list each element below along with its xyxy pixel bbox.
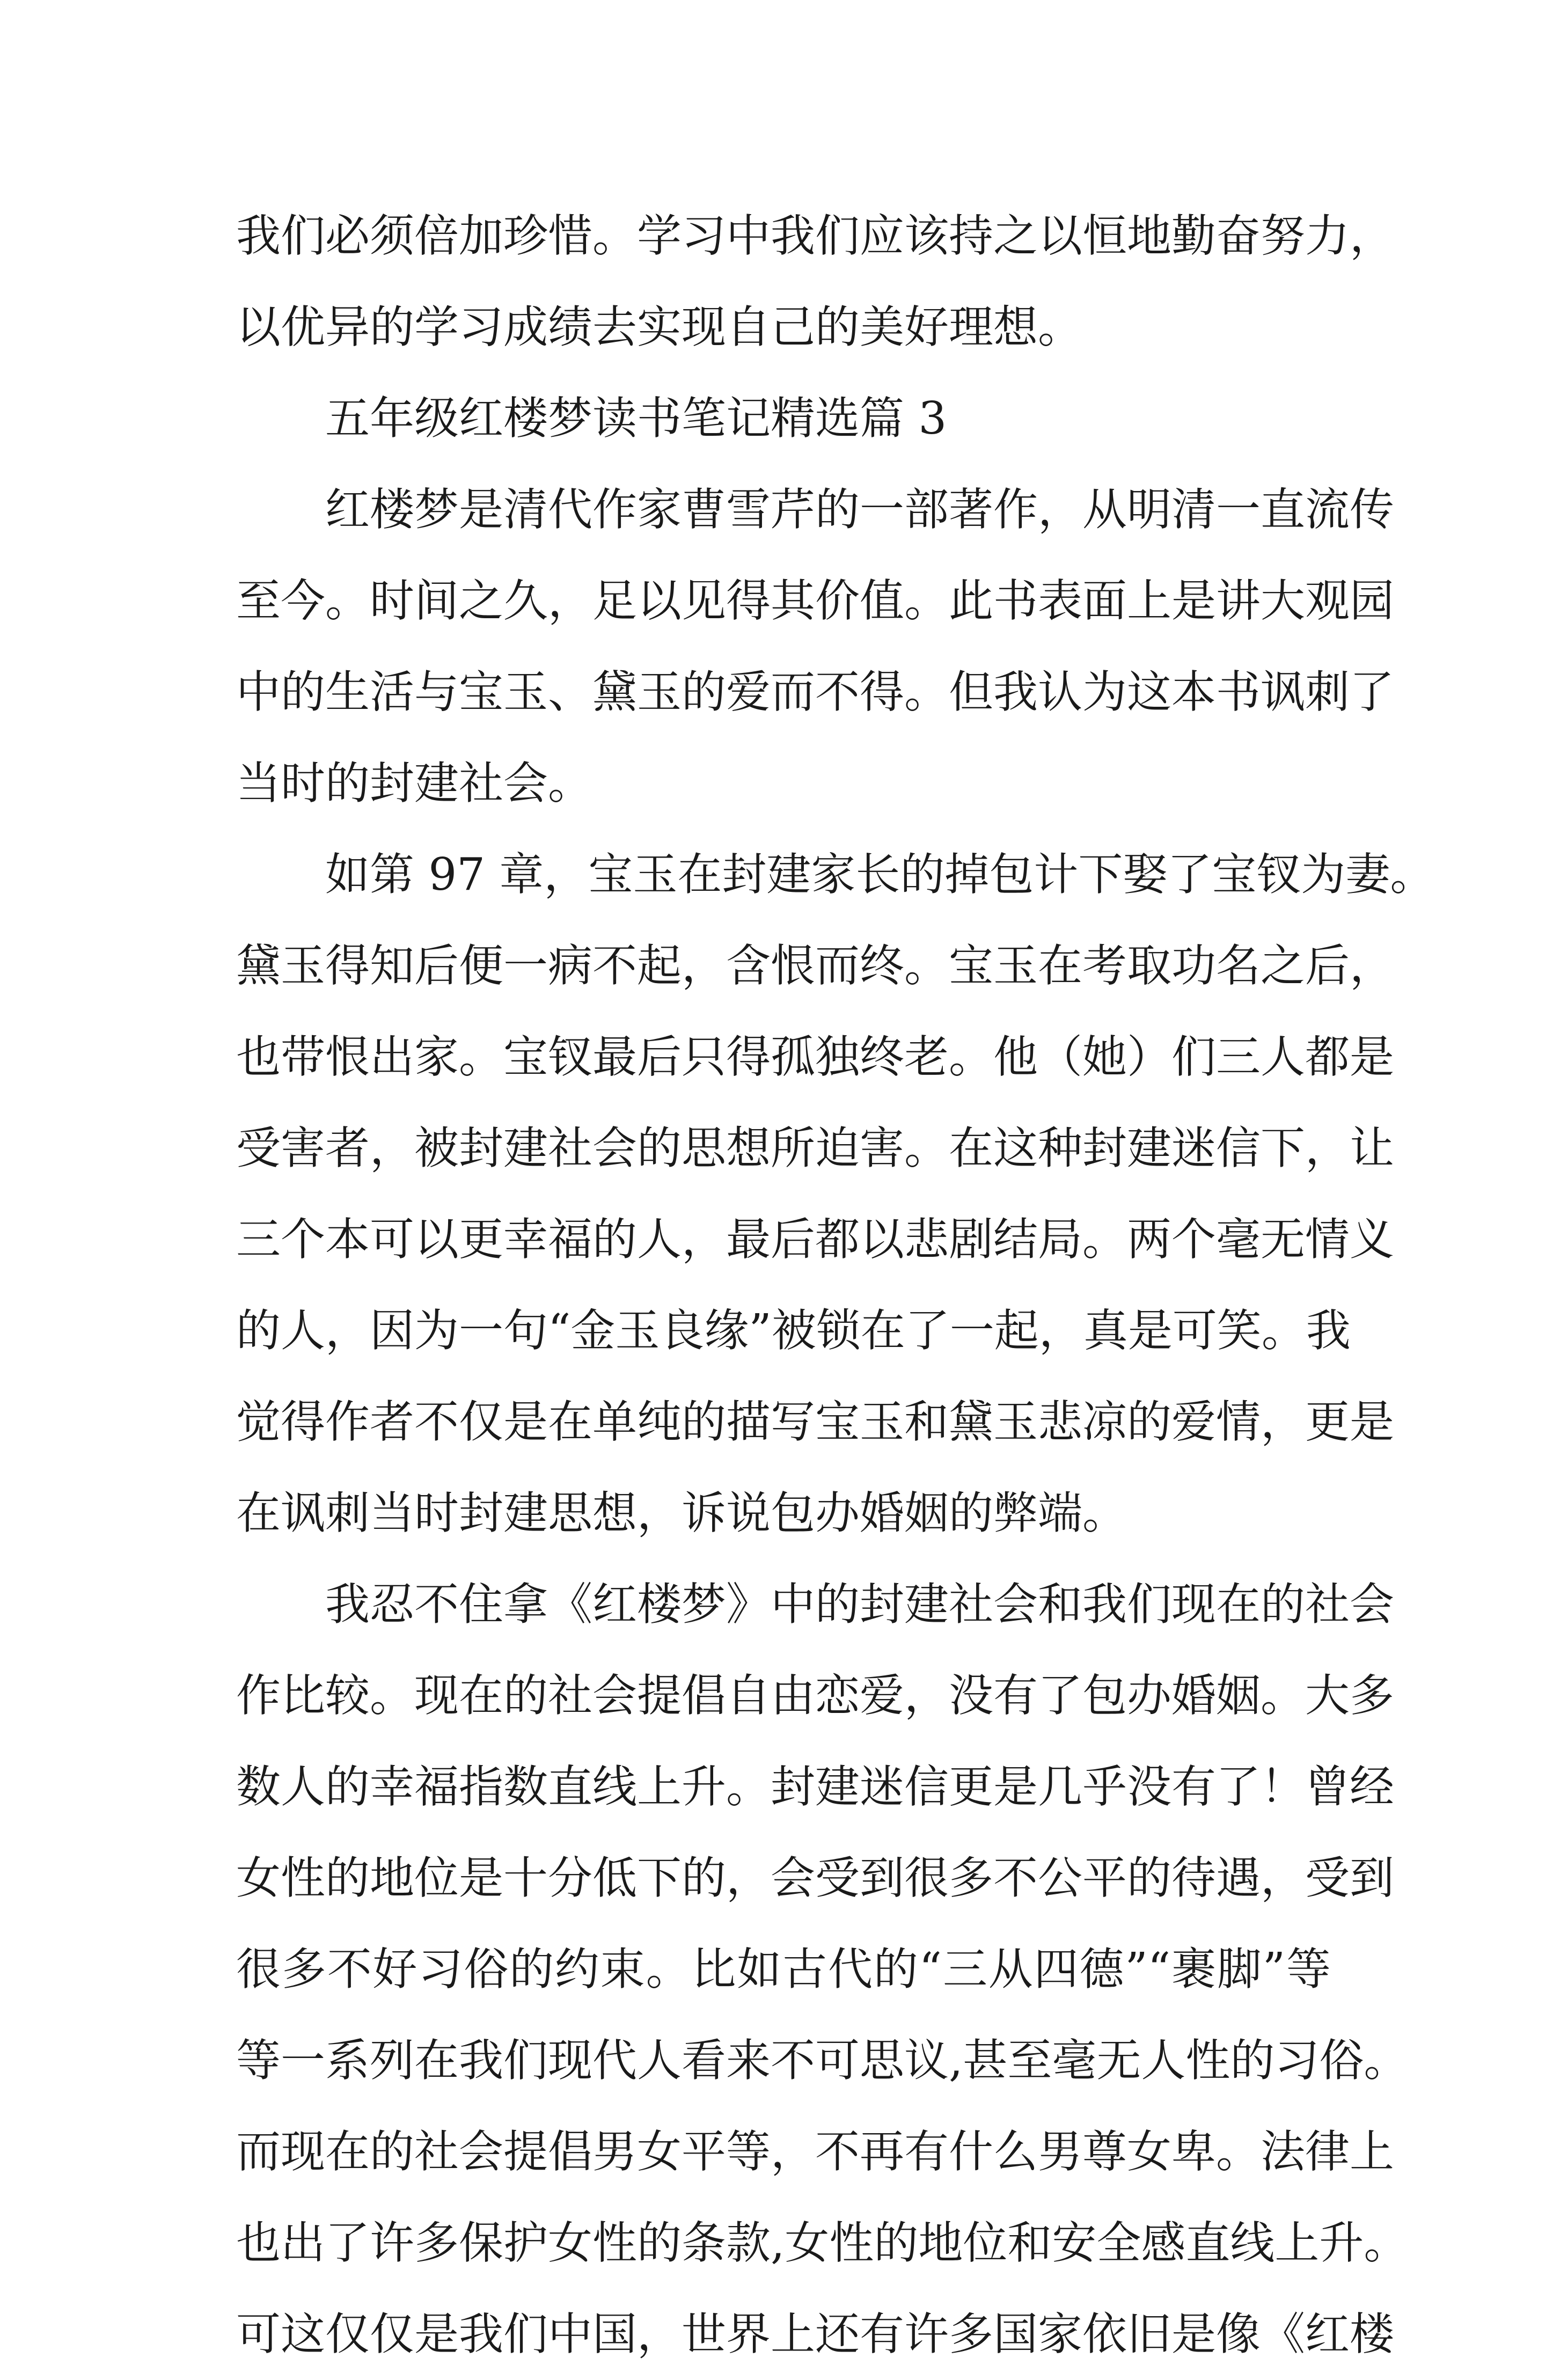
text-line: 黛玉得知后便一病不起，含恨而终。宝玉在考取功名之后， <box>236 940 1394 992</box>
text-line: 至今。时间之久，足以见得其价值。此书表面上是讲大观园 <box>236 575 1394 627</box>
text-line: 在讽刺当时封建思想，诉说包办婚姻的弊端。 <box>236 1487 1127 1539</box>
text-line: 可这仅仅是我们中国，世界上还有许多国家依旧是像《红楼 <box>236 2308 1394 2360</box>
text-line: 而现在的社会提倡男女平等，不再有什么男尊女卑。法律上 <box>236 2126 1394 2178</box>
text-line: 以优异的学习成绩去实现自己的美好理想。 <box>236 301 1082 353</box>
text-line: 我们必须倍加珍惜。学习中我们应该持之以恒地勤奋努力， <box>236 210 1394 262</box>
text-line: 当时的封建社会。 <box>236 757 592 809</box>
text-line: 受害者，被封建社会的思想所迫害。在这种封建迷信下，让 <box>236 1122 1394 1174</box>
text-line: 三个本可以更幸福的人，最后都以悲剧结局。两个毫无情义 <box>236 1213 1394 1265</box>
text-line: 如第 97 章，宝玉在封建家长的掉包计下娶了宝钗为妻。 <box>325 848 1435 900</box>
document-page <box>236 191 1435 2380</box>
section-heading: 五年级红楼梦读书笔记精选篇 3 <box>325 392 947 444</box>
text-line: 作比较。现在的社会提倡自由恋爱，没有了包办婚姻。大多 <box>236 1669 1394 1722</box>
text-line: 红楼梦是清代作家曹雪芹的一部著作，从明清一直流传 <box>325 484 1394 536</box>
text-line: 很多不好习俗的约束。比如古代的“三从四德”“裹脚”等 <box>236 1943 1331 1995</box>
text-line: 等一系列在我们现代人看来不可思议,甚至毫无人性的习俗。 <box>236 2034 1409 2086</box>
text-line: 的人，因为一句“金玉良缘”被锁在了一起，真是可笑。我 <box>236 1305 1351 1357</box>
text-line: 也带恨出家。宝钗最后只得孤独终老。他（她）们三人都是 <box>236 1031 1394 1083</box>
text-line: 觉得作者不仅是在单纯的描写宝玉和黛玉悲凉的爱情，更是 <box>236 1396 1394 1448</box>
text-line: 我忍不住拿《红楼梦》中的封建社会和我们现在的社会 <box>325 1578 1394 1630</box>
text-line: 数人的幸福指数直线上升。封建迷信更是几乎没有了！曾经 <box>236 1761 1394 1813</box>
text-line: 女性的地位是十分低下的，会受到很多不公平的待遇，受到 <box>236 1852 1394 1904</box>
text-line: 也出了许多保护女性的条款,女性的地位和安全感直线上升。 <box>236 2217 1409 2269</box>
text-line: 中的生活与宝玉、黛玉的爱而不得。但我认为这本书讽刺了 <box>236 666 1394 718</box>
